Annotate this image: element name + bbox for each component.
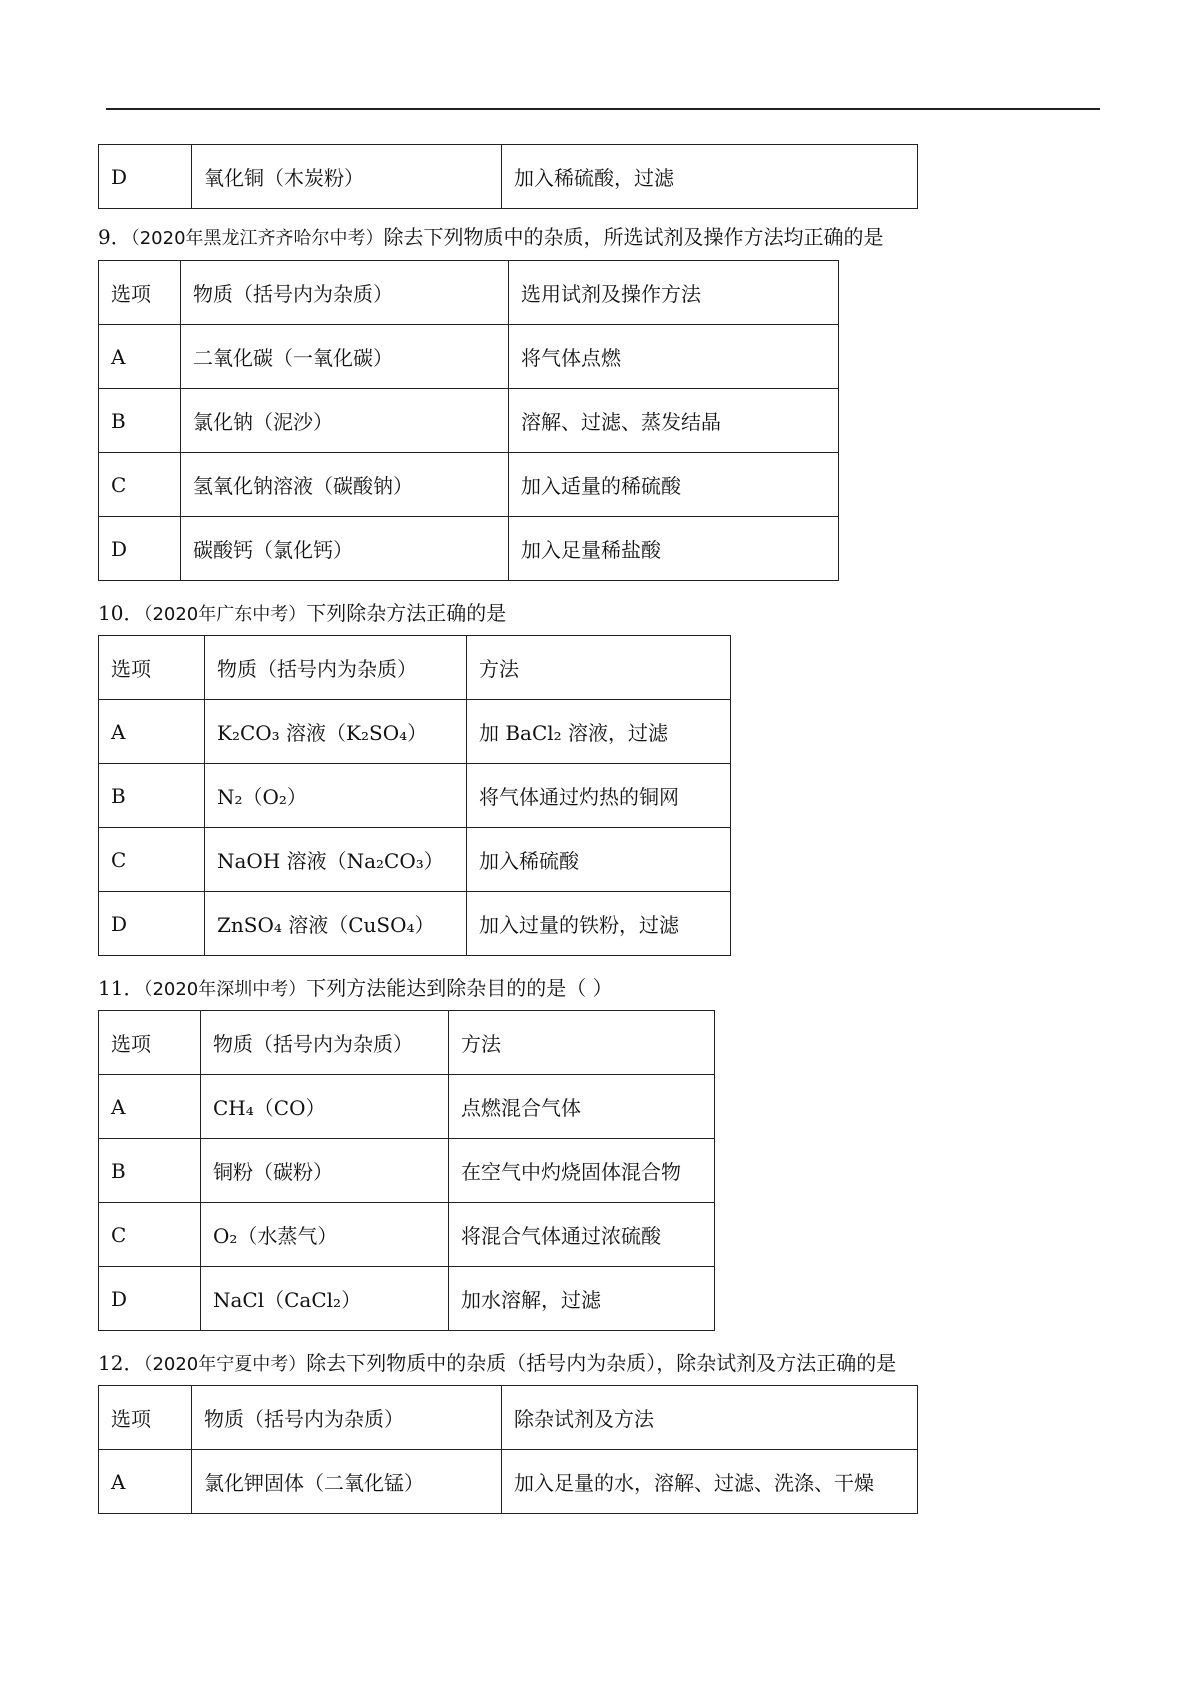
option-cell: D (99, 892, 205, 956)
prev-question-table (98, 144, 918, 209)
substance-cell: 碳酸钙（氯化钙） (181, 517, 509, 581)
header-rule (106, 108, 1100, 110)
method-cell: 加入稀硫酸，过滤 (502, 145, 918, 209)
question-11-table (98, 1010, 715, 1331)
question-10-title (98, 597, 506, 626)
option-cell: B (99, 389, 181, 453)
option-cell: B (99, 764, 205, 828)
header-cell: 物质（括号内为杂质） (205, 636, 467, 700)
header-cell: 物质（括号内为杂质） (181, 261, 509, 325)
header-cell: 物质（括号内为杂质） (192, 1386, 502, 1450)
table-row (99, 1075, 715, 1139)
option-cell: A (99, 325, 181, 389)
substance-cell: CH₄（CO） (201, 1075, 449, 1139)
header-cell: 选项 (99, 1011, 201, 1075)
substance-cell: 氢氧化钠溶液（碳酸钠） (181, 453, 509, 517)
option-cell: C (99, 453, 181, 517)
table-row (99, 1450, 918, 1514)
method-cell: 将气体通过灼热的铜网 (467, 764, 731, 828)
question-10-table (98, 635, 731, 956)
question-number: 12． (98, 1351, 144, 1375)
substance-cell: NaCl（CaCl₂） (201, 1267, 449, 1331)
table-header-row (99, 261, 839, 325)
header-cell: 选项 (99, 261, 181, 325)
option-cell: B (99, 1139, 201, 1203)
method-cell: 加 BaCl₂ 溶液，过滤 (467, 700, 731, 764)
table-row (99, 517, 839, 581)
method-cell: 将气体点燃 (509, 325, 839, 389)
question-stem: 下列方法能达到除杂目的的是（ ） (306, 976, 613, 1000)
option-cell: D (99, 1267, 201, 1331)
table-row (99, 892, 731, 956)
question-number: 9． (98, 225, 131, 249)
method-cell: 点燃混合气体 (449, 1075, 715, 1139)
table-row (99, 453, 839, 517)
header-cell: 物质（括号内为杂质） (201, 1011, 449, 1075)
substance-cell: 铜粉（碳粉） (201, 1139, 449, 1203)
substance-cell: 氧化铜（木炭粉） (192, 145, 502, 209)
question-stem: 下列除杂方法正确的是 (306, 601, 507, 625)
question-9-title (98, 221, 884, 250)
header-cell: 方法 (449, 1011, 715, 1075)
method-cell: 加入稀硫酸 (467, 828, 731, 892)
header-cell: 选项 (99, 636, 205, 700)
question-stem: 除去下列物质中的杂质，所选试剂及操作方法均正确的是 (383, 225, 884, 249)
header-cell: 方法 (467, 636, 731, 700)
table-row (99, 145, 918, 209)
table-row (99, 1139, 715, 1203)
method-cell: 加入过量的铁粉，过滤 (467, 892, 731, 956)
table-row (99, 764, 731, 828)
substance-cell: NaOH 溶液（Na₂CO₃） (205, 828, 467, 892)
method-cell: 在空气中灼烧固体混合物 (449, 1139, 715, 1203)
table-row (99, 828, 731, 892)
question-number: 10． (98, 601, 144, 625)
substance-cell: 氯化钠（泥沙） (181, 389, 509, 453)
question-source: （2020年广东中考） (143, 604, 307, 625)
substance-cell: O₂（水蒸气） (201, 1203, 449, 1267)
table-row (99, 700, 731, 764)
question-9-table (98, 260, 839, 581)
table-row (99, 389, 839, 453)
question-number: 11． (98, 976, 144, 1000)
method-cell: 将混合气体通过浓硫酸 (449, 1203, 715, 1267)
table-header-row (99, 1386, 918, 1450)
table-row (99, 325, 839, 389)
option-cell: C (99, 828, 205, 892)
option-cell: A (99, 1450, 192, 1514)
substance-cell: N₂（O₂） (205, 764, 467, 828)
substance-cell: ZnSO₄ 溶液（CuSO₄） (205, 892, 467, 956)
option-cell: C (99, 1203, 201, 1267)
option-cell: D (99, 145, 192, 209)
question-12-table (98, 1385, 918, 1514)
substance-cell: 二氧化碳（一氧化碳） (181, 325, 509, 389)
substance-cell: 氯化钾固体（二氧化锰） (192, 1450, 502, 1514)
option-cell: A (99, 700, 205, 764)
question-source: （2020年宁夏中考） (143, 1354, 307, 1375)
question-stem: 除去下列物质中的杂质（括号内为杂质），除杂试剂及方法正确的是 (306, 1351, 897, 1375)
option-cell: A (99, 1075, 201, 1139)
method-cell: 加水溶解，过滤 (449, 1267, 715, 1331)
question-source: （2020年深圳中考） (143, 979, 307, 1000)
question-source: （2020年黑龙江齐齐哈尔中考） (130, 228, 384, 249)
header-cell: 除杂试剂及方法 (502, 1386, 918, 1450)
header-cell: 选项 (99, 1386, 192, 1450)
question-12-title (98, 1347, 896, 1376)
substance-cell: K₂CO₃ 溶液（K₂SO₄） (205, 700, 467, 764)
method-cell: 加入足量的水，溶解、过滤、洗涤、干燥 (502, 1450, 918, 1514)
method-cell: 溶解、过滤、蒸发结晶 (509, 389, 839, 453)
method-cell: 加入足量稀盐酸 (509, 517, 839, 581)
table-header-row (99, 1011, 715, 1075)
header-cell: 选用试剂及操作方法 (509, 261, 839, 325)
table-row (99, 1203, 715, 1267)
table-row (99, 1267, 715, 1331)
table-header-row (99, 636, 731, 700)
method-cell: 加入适量的稀硫酸 (509, 453, 839, 517)
option-cell: D (99, 517, 181, 581)
question-11-title (98, 972, 613, 1001)
